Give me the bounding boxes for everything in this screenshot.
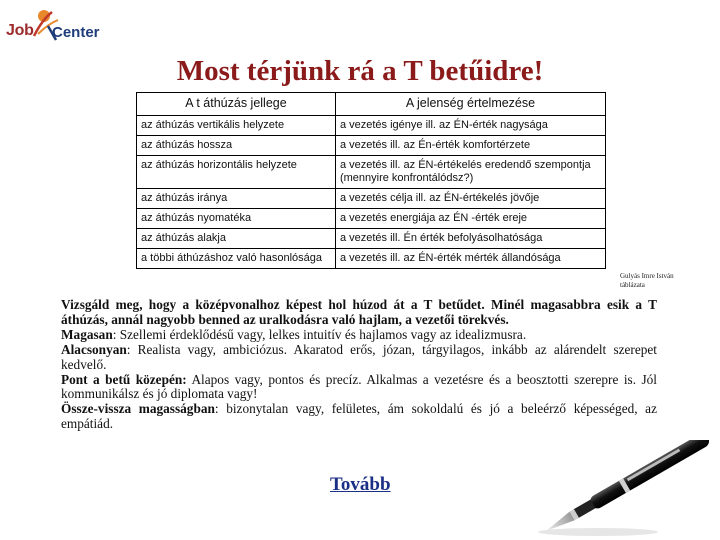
- interpretation-table: [136, 92, 606, 269]
- table-cell: az áthúzás vertikális helyzete: [137, 116, 336, 136]
- logo-job-text: Job: [6, 22, 34, 39]
- paragraph-low: [61, 343, 657, 373]
- paragraph-high: [61, 328, 657, 343]
- table-header-row: [137, 93, 606, 116]
- job-center-logo: [4, 6, 104, 48]
- column-header-stroke-type: A t áthúzás jellege: [137, 93, 336, 116]
- table-cell: a többi áthúzáshoz való hasonlósága: [137, 249, 336, 269]
- fountain-pen-image: [528, 440, 718, 540]
- label-high: Magasan: [61, 326, 113, 342]
- paragraph-middle: [61, 373, 657, 403]
- table-row: [137, 249, 606, 269]
- source-note: Gulyás Imre István táblázata: [620, 272, 674, 289]
- text-low: : Realista vagy, ambiciózus. Akaratod erős, józan, tárgyilagos, inkább az alárendelt szerepet kedvelő.: [61, 341, 657, 372]
- table-row: [137, 136, 606, 156]
- table-cell: az áthúzás iránya: [137, 189, 336, 209]
- logo-center-text: Center: [52, 24, 100, 41]
- intro-paragraph: [61, 298, 657, 328]
- table-cell: az áthúzás hossza: [137, 136, 336, 156]
- table-cell: a vezetés ill. az ÉN-értékelés eredendő szempontja (mennyire konfrontálódsz?): [335, 156, 605, 189]
- table-row: [137, 156, 606, 189]
- page-title: Most térjünk rá a T betűidre!: [176, 55, 544, 87]
- text-middle: Alapos vagy, pontos és precíz. Alkalmas a vezetésre és a beosztotti szerepre is. Jól kommunikálsz és jó diplomata vagy!: [61, 371, 657, 402]
- table-cell: a vezetés igénye ill. az ÉN-érték nagysága: [335, 116, 605, 136]
- table-cell: a vezetés ill. az ÉN-érték mérték állandósága: [335, 249, 605, 269]
- table-row: [137, 229, 606, 249]
- paragraph-mixed: [61, 402, 657, 432]
- table-cell: az áthúzás horizontális helyzete: [137, 156, 336, 189]
- table-cell: a vezetés ill. Én érték befolyásolhatósága: [335, 229, 605, 249]
- text-mixed: : bizonytalan vagy, felületes, ám sokoldalú és jó a beleérző képességed, az empátiád.: [61, 401, 657, 432]
- table-cell: az áthúzás nyomatéka: [137, 209, 336, 229]
- intro-text: Vizsgáld meg, hogy a középvonalhoz képest hol húzod át a T betűdet. Minél magasabbra esik a T áthúzás, annál nagyobb benned az uralkodásra való hajlam, a vezetői törekvés.: [61, 297, 657, 327]
- label-mixed: Össze-vissza magasságban: [61, 401, 215, 417]
- table-cell: a vezetés célja ill. az ÉN-értékelés jövője: [335, 189, 605, 209]
- table-row: [137, 116, 606, 136]
- text-high: : Szellemi érdeklődésű vagy, lelkes intuitív és hajlamos vagy az idealizmusra.: [112, 326, 527, 342]
- column-header-meaning: A jelenség értelmezése: [335, 93, 605, 116]
- label-middle: Pont a betű közepén:: [61, 371, 187, 387]
- body-text: [61, 298, 657, 432]
- table-cell: a vezetés ill. az Én-érték komfortérzete: [335, 136, 605, 156]
- label-low: Alacsonyan: [61, 341, 127, 357]
- table-row: [137, 209, 606, 229]
- table-row: [137, 189, 606, 209]
- table-cell: a vezetés energiája az ÉN -érték ereje: [335, 209, 605, 229]
- next-link[interactable]: Tovább: [330, 474, 391, 495]
- table-cell: az áthúzás alakja: [137, 229, 336, 249]
